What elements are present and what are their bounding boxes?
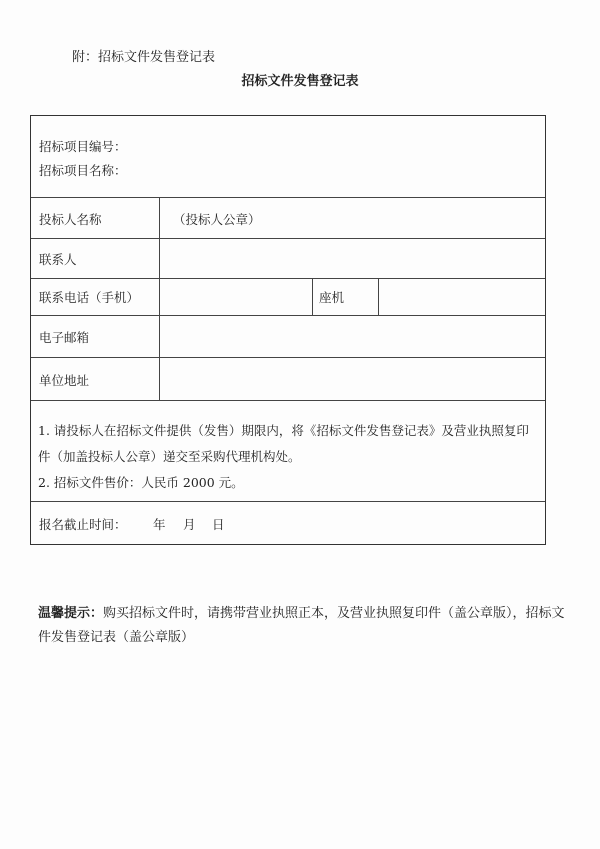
row-divider	[31, 357, 545, 358]
project-number-label: 招标项目编号：	[39, 139, 127, 154]
deadline-label: 报名截止时间：	[39, 517, 127, 532]
deadline-year: 年	[153, 517, 166, 532]
warm-tip-label: 温馨提示：	[38, 606, 104, 621]
bidder-name-label: 投标人名称	[39, 212, 102, 227]
column-divider	[159, 197, 160, 400]
document-title: 招标文件发售登记表	[241, 74, 359, 89]
contact-label: 联系人	[39, 252, 77, 267]
deadline-day: 日	[212, 517, 225, 532]
column-divider	[312, 278, 313, 315]
phone-label: 联系电话（手机）	[39, 290, 140, 305]
row-divider	[31, 278, 545, 279]
landline-label: 座机	[319, 290, 345, 305]
address-label: 单位地址	[39, 373, 90, 388]
bidder-name-value: （投标人公章）	[173, 212, 261, 227]
row-divider	[31, 197, 545, 198]
deadline-month: 月	[183, 517, 196, 532]
attachment-label: 附：招标文件发售登记表	[72, 50, 216, 65]
row-divider	[31, 315, 545, 316]
note-item: 1. 请投标人在招标文件提供（发售）期限内，将《招标文件发售登记表》及营业执照复印件（加盖投标人公章）递交至采购代理机构处。	[38, 423, 529, 464]
warm-tip-text: 购买招标文件时，请携带营业执照正本，及营业执照复印件（盖公章版），招标文件发售登记表（盖公章版）	[38, 606, 565, 645]
row-divider	[31, 400, 545, 401]
registration-form-table	[30, 115, 546, 545]
row-divider	[31, 501, 545, 502]
row-divider	[31, 238, 545, 239]
column-divider	[378, 278, 379, 315]
email-label: 电子邮箱	[39, 330, 90, 345]
notes-block	[38, 418, 538, 496]
warm-tip	[38, 602, 568, 650]
note-item: 2. 招标文件售价：人民币 2000 元。	[38, 475, 244, 490]
project-name-label: 招标项目名称：	[39, 163, 127, 178]
